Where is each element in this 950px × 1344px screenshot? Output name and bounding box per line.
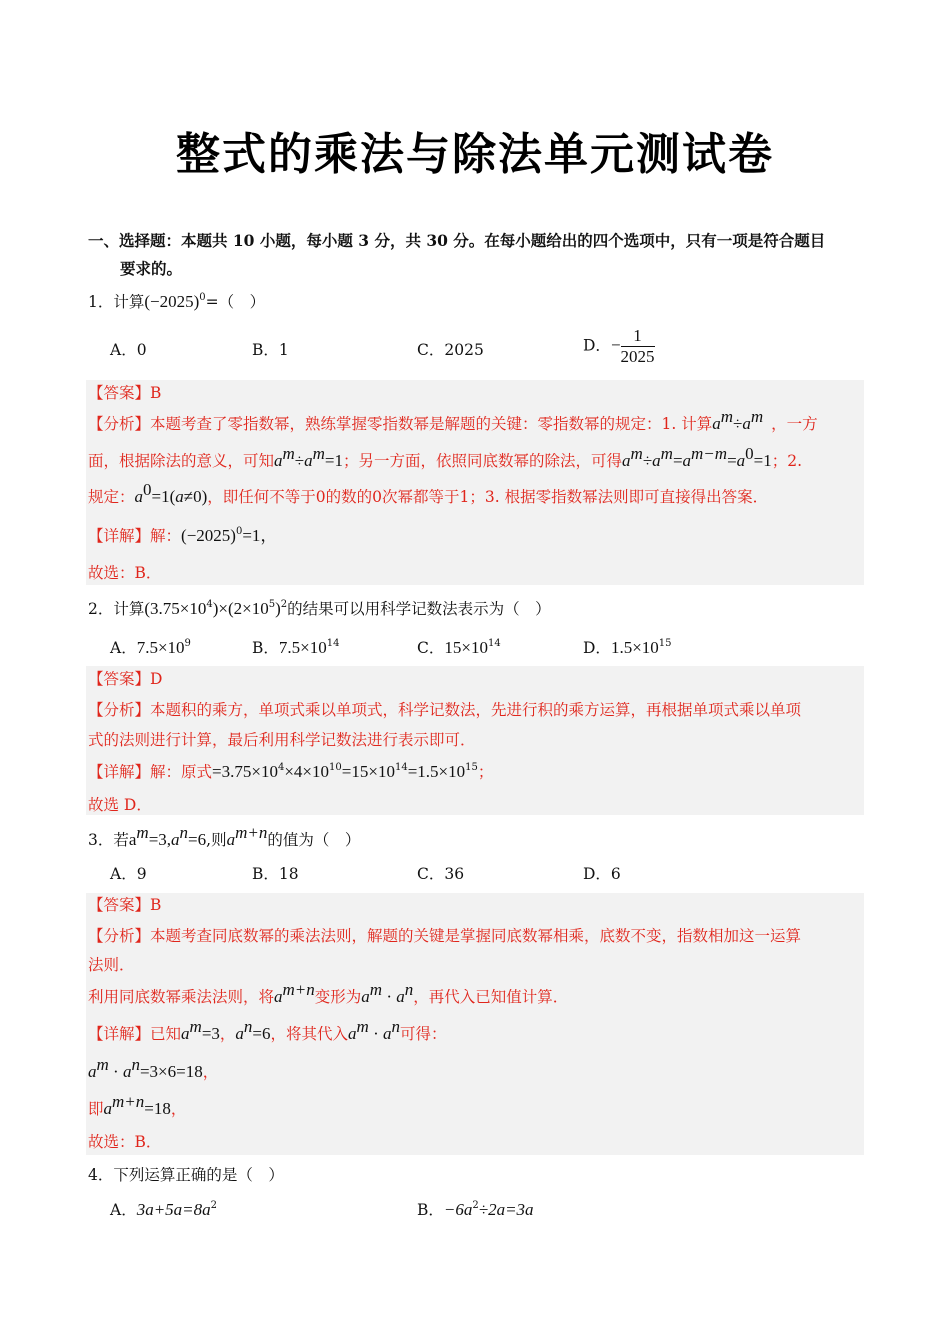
q1-option-b: B．1 (252, 341, 289, 359)
q3-detail-line-3: 即$a^{m+n}=18$， (88, 1092, 187, 1118)
q2-analysis-line-2: 式的法则进行计算，最后利用科学记数法进行表示即可． (88, 731, 476, 749)
q2-option-c: C．$15\times 10^{14}$ (417, 638, 501, 657)
q1-analysis-line-2: 面，根据除法的意义，可知$a^m\div a^m=1$；另一方面，依照同底数幂的除法，可得$a^m\div a^m=a^{m-m}=a^0=1$；2. (88, 444, 803, 470)
q3-analysis-line-1: 【分析】本题考查同底数幂的乘法法则，解题的关键是掌握同底数幂相乘，底数不变，指数相加这一运算 (88, 927, 802, 945)
q4-option-b: B．$-6a^2\div 2a=3a$ (417, 1200, 534, 1219)
question-1-stem: 1．计算$(-2025)^0=$（ ） (88, 292, 266, 311)
q1-answer: 【答案】B (88, 384, 162, 402)
q1-option-a: A．0 (110, 341, 147, 359)
q1-option-d: D．− $\frac{1}{2025}$ (583, 326, 655, 366)
q1-analysis-line-1: 【分析】本题考查了零指数幂，熟练掌握零指数幂是解题的关键：零指数幂的规定：1. 计算$a^m\div a^m$ ，一方 (88, 407, 818, 433)
q2-option-b: B．$7.5\times 10^{14}$ (252, 638, 340, 657)
q2-option-d: D．$1.5\times 10^{15}$ (583, 638, 672, 657)
q1-analysis-line-3: 规定：$a^0=1(a\ne 0)$，即任何不等于0的数的0次幂都等于1；3. 根据零指数幂法则即可直接得出答案． (88, 480, 769, 506)
q2-detail: 【详解】解：原式$=3.75\times 10^4\times 4\times 10^{10}=15\times 10^{14}=1.5\times 10^{15}$； (88, 762, 494, 781)
q2-option-a: A．$7.5\times 10^9$ (110, 638, 191, 657)
q1-choice: 故选：B． (88, 564, 162, 582)
fraction: $\frac{1}{2025}$ (620, 326, 655, 366)
q3-analysis-line-3: 利用同底数幂乘法法则，将$a^{m+n}$变形为$a^m \cdot a^n$，再代入已知值计算． (88, 980, 569, 1006)
section-heading-cont: 要求的。 (120, 259, 183, 278)
q1-detail: 【详解】解：$(-2025)^0=1$， (88, 526, 278, 545)
q1-option-c: C．2025 (417, 341, 484, 359)
q3-answer: 【答案】B (88, 896, 162, 914)
q1-solution-box (86, 380, 864, 585)
q2-choice: 故选 D． (88, 796, 152, 814)
q3-analysis-line-2: 法则． (88, 956, 135, 974)
page-title: 整式的乘法与除法单元测试卷 (176, 129, 774, 180)
q3-option-d: D．6 (583, 865, 621, 883)
q3-detail: 【详解】已知$a^m=3$，$a^n=6$，将其代入$a^m \cdot a^n$可得： (88, 1017, 447, 1043)
q2-answer: 【答案】D (88, 670, 163, 688)
q3-option-c: C．36 (417, 865, 465, 883)
q2-analysis-line-1: 【分析】本题积的乘方，单项式乘以单项式，科学记数法，先进行积的乘方运算，再根据单项式乘以单项 (88, 701, 802, 719)
question-4-stem: 4．下列运算正确的是（ ） (88, 1166, 284, 1184)
q3-detail-line-2: $a^m \cdot a^n=3\times 6=18$， (88, 1055, 219, 1081)
question-2-stem: 2．计算$(3.75\times 10^4)\times(2\times 10^5)^2$的结果可以用科学记数法表示为（ ） (88, 599, 551, 618)
q3-option-b: B．18 (252, 865, 299, 883)
q4-option-a: A．$3a+5a=8a^2$ (110, 1200, 218, 1219)
q3-choice: 故选：B． (88, 1133, 162, 1151)
question-3-stem: 3．若$a^m=3,a^n=6$,则$a^{m+n}$的值为（ ） (88, 823, 361, 849)
section-heading: 一、选择题：本题共 10 小题，每小题 3 分，共 30 分。在每小题给出的四个选项中，只有一项是符合题目 (88, 231, 826, 250)
q3-option-a: A．9 (110, 865, 147, 883)
